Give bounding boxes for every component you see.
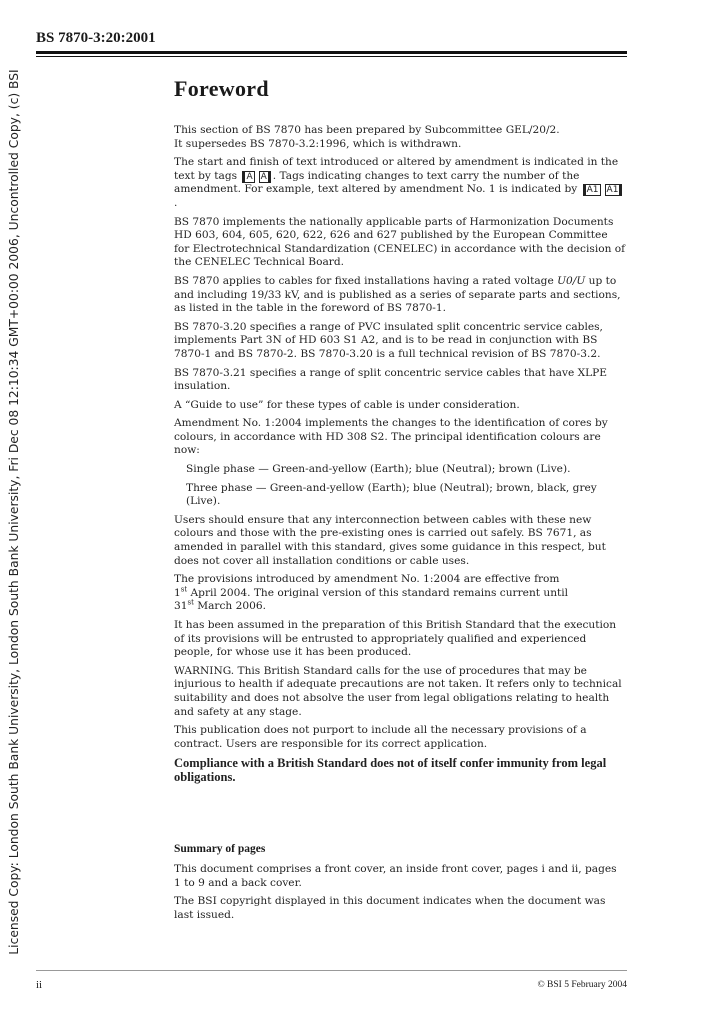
colour-three-phase: Three phase — Green-and-yellow (Earth); blue (Neutral); brown, black, grey (Live). xyxy=(186,481,597,508)
paragraph-effective-dates xyxy=(174,573,626,614)
header-rule-thin xyxy=(36,56,627,57)
page-title: Foreword xyxy=(174,76,269,101)
colour-single-phase: Single phase — Green-and-yellow (Earth); blue (Neutral); brown (Live). xyxy=(186,463,571,476)
text: up to and including 19/33 kV, and is published as a series of separate parts and sections, as listed in the table in the foreword of BS 7870-1. xyxy=(174,274,621,315)
foreword-body xyxy=(174,124,626,789)
ordinal: st xyxy=(187,598,194,607)
paragraph-voltage xyxy=(174,275,626,316)
date-day: 31 xyxy=(174,600,188,613)
paragraph-assumption: It has been assumed in the preparation of this British Standard that the execution of its provisions will be entrusted to appropriately qualified and experienced people, for whose use it has been produced. xyxy=(174,619,617,659)
paragraph-3-20: BS 7870-3.20 specifies a range of PVC insulated split concentric service cables, implements Part 3N of HD 603 S1 A2, and is to be read in conjunction with BS 7870-1 and BS 7870-2. BS 7870-3.20 is a full technical revision of BS 7870-3.2. xyxy=(174,320,603,360)
amendment-open-tag-icon: A xyxy=(242,171,254,183)
date-day: 1 xyxy=(174,586,181,599)
header-rule xyxy=(36,51,627,54)
summary-copyright: The BSI copyright displayed in this document indicates when the document was last issued. xyxy=(174,895,606,921)
amendment-example-close-tag-icon: A1 xyxy=(605,184,623,196)
amendment-close-tag-icon: A xyxy=(259,171,271,183)
paragraph-users: Users should ensure that any interconnection between cables with these new colours and those with the pre-existing ones is carried out safely. BS 7671, as amended in parallel with this standard, gives some guidance in this respect, but does not cover all installation conditions or cable uses. xyxy=(174,513,606,567)
page-number: ii xyxy=(36,979,43,991)
document-id: BS 7870-3:20:2001 xyxy=(36,30,156,46)
text: The provisions introduced by amendment No. 1:2004 are effective from xyxy=(174,573,560,586)
text: . xyxy=(174,196,178,209)
amendment-example-open-tag-icon: A1 xyxy=(583,184,601,196)
license-text: Licensed Copy: London South Bank University, London South Bank University, Fri Dec 08 12:10:34 GMT+00:00 2006, Uncontrolled Copy, (c) BSI xyxy=(7,69,21,955)
text: April 2004. The original version of this standard remains current until xyxy=(190,586,569,599)
paragraph-warning: WARNING. This British Standard calls for the use of procedures that may be injurious to health if adequate precautions are not taken. It refers only to technical suitability and does not absolve the user from legal obligations relating to health and safety at any stage. xyxy=(174,664,622,718)
summary-body xyxy=(174,863,626,927)
summary-heading: Summary of pages xyxy=(174,843,266,855)
paragraph-harmonization: BS 7870 implements the nationally applicable parts of Harmonization Documents HD 603, 604, 605, 620, 622, 626 and 627 published by the European Committee for Electrotechnical Standardization (CENELEC) in accordance with the decision of the CENELEC Technical Board. xyxy=(174,215,626,269)
text: BS 7870 applies to cables for fixed installations having a rated voltage xyxy=(174,274,554,287)
paragraph-amendment-tags xyxy=(174,156,626,210)
text: This section of BS 7870 has been prepared by Subcommittee GEL/20/2. xyxy=(174,124,560,136)
paragraph-colours: Amendment No. 1:2004 implements the changes to the identification of cores by colours, in accordance with HD 308 S2. The principal identification colours are now: xyxy=(174,417,608,457)
paragraph-guide: A “Guide to use” for these types of cable is under consideration. xyxy=(174,398,520,411)
license-watermark xyxy=(2,0,26,1024)
footer-rule xyxy=(36,970,627,971)
text: It supersedes BS 7870-3.2:1996, which is withdrawn. xyxy=(174,137,462,150)
text: . Tags indicating changes to text carry the number of the amendment. For example, text altered by amendment No. 1 is indicated by xyxy=(174,169,580,196)
paragraph-contract: This publication does not purport to include all the necessary provisions of a contract. Users are responsible for its correct application. xyxy=(174,724,587,750)
summary-pages: This document comprises a front cover, an inside front cover, pages i and ii, pages 1 to 9 and a back cover. xyxy=(174,863,617,889)
paragraph-3-21: BS 7870-3.21 specifies a range of split concentric service cables that have XLPE insulation. xyxy=(174,366,608,393)
text: The start and finish of text introduced or altered by amendment is indicated in the text by tags xyxy=(174,156,619,182)
footer-copyright: © BSI 5 February 2004 xyxy=(537,980,627,990)
paragraph-subcommittee xyxy=(174,124,626,151)
ordinal: st xyxy=(180,585,188,594)
voltage-symbol: U0/U xyxy=(557,274,586,287)
paragraph-compliance: Compliance with a British Standard does not of itself confer immunity from legal obligations. xyxy=(174,756,607,785)
text: March 2006. xyxy=(197,600,266,613)
